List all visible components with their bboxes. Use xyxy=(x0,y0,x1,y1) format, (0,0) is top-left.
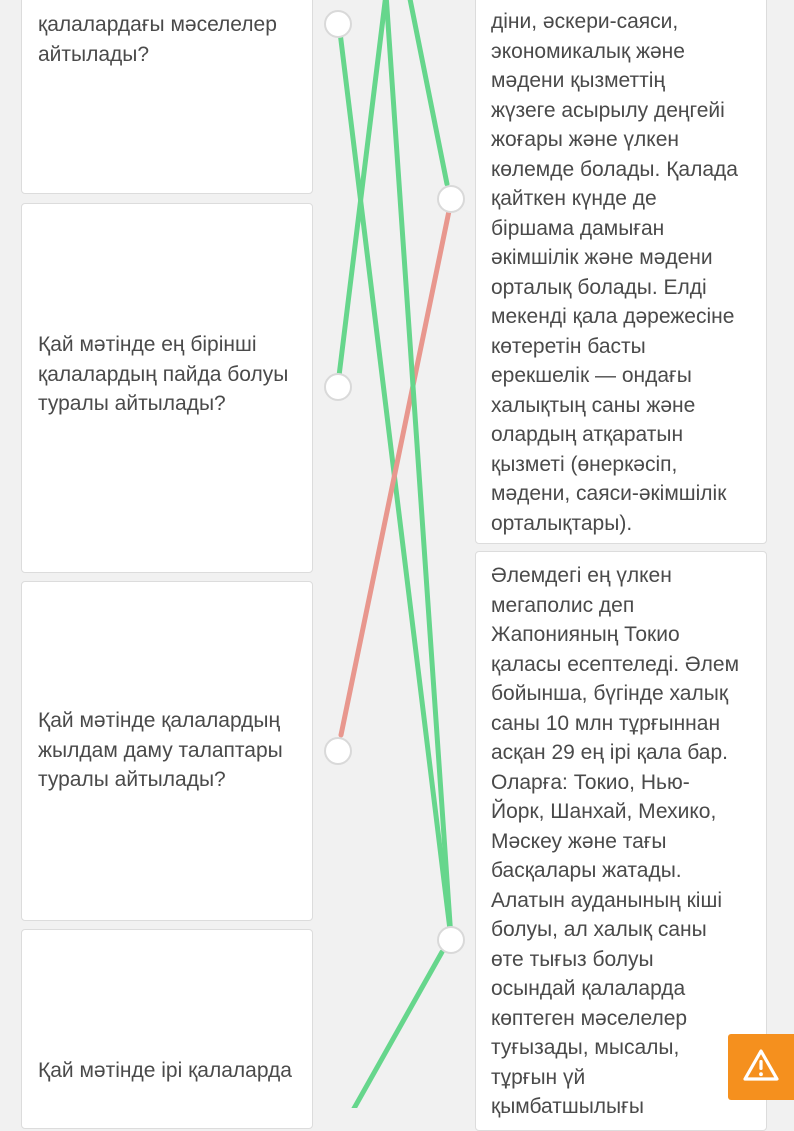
answer-card[interactable] xyxy=(475,0,767,544)
connection-line xyxy=(339,0,386,376)
connector-dot[interactable] xyxy=(437,926,465,954)
question-card[interactable] xyxy=(21,929,313,1129)
connection-line xyxy=(409,0,447,184)
question-text: қалалардағы мәселелер айтылады? xyxy=(38,13,277,66)
connector-dot[interactable] xyxy=(437,185,465,213)
warning-triangle-icon xyxy=(742,1048,780,1087)
connector-dot[interactable] xyxy=(324,10,352,38)
connector-dot[interactable] xyxy=(324,737,352,765)
question-text: Қай мәтінде ең бірінші қалалардың пайда болуы туралы айтылады? xyxy=(38,333,289,415)
question-card[interactable] xyxy=(21,0,313,194)
answer-card[interactable] xyxy=(475,551,767,1131)
question-text: Қай мәтінде қалалардың жылдам даму талаптары туралы айтылады? xyxy=(38,709,283,791)
report-button[interactable] xyxy=(728,1034,794,1100)
connector-dot[interactable] xyxy=(324,373,352,401)
question-text: Қай мәтінде ірі қалаларда xyxy=(38,1059,292,1082)
connection-line xyxy=(341,211,449,735)
connection-line xyxy=(339,24,451,938)
question-card[interactable] xyxy=(21,203,313,573)
connection-line xyxy=(386,0,451,938)
answer-text: Әлемдегі ең үлкен мегаполис деп Жапонияның Токио қаласы есептеледі. Әлем бойынша, бүгінде халық саны 10 млн тұрғыннан асқан 29 ең ірі қала бар. Оларға: Токио, Нью- Йорк, Шанхай, Мехико, Мәскеу және тағы басқалары жатады. Алатын ауданының кіші болуы, ал халық саны өте тығыз болуы осындай қалаларда көптеген мәселелер туғызады, мысалы, тұрғын үй қымбатшылығы xyxy=(491,564,740,1118)
answer-text: діни, әскери-саяси, экономикалық және мәдени қызметтің жүзеге асырылу деңгейі жоғары және үлкен көлемде болады. Қалада қайткен күнде де біршама дамыған әкімшілік және мәдени орталық болады. Елді мекенді қала дәрежесіне көтеретін басты ерекшелік — ондағы халықтың саны және олардың атқаратын қызметі (өнеркәсіп, мәдени, саяси-әкімшілік орталықтары). xyxy=(491,10,738,535)
connection-line xyxy=(352,952,442,1108)
question-card[interactable] xyxy=(21,581,313,921)
